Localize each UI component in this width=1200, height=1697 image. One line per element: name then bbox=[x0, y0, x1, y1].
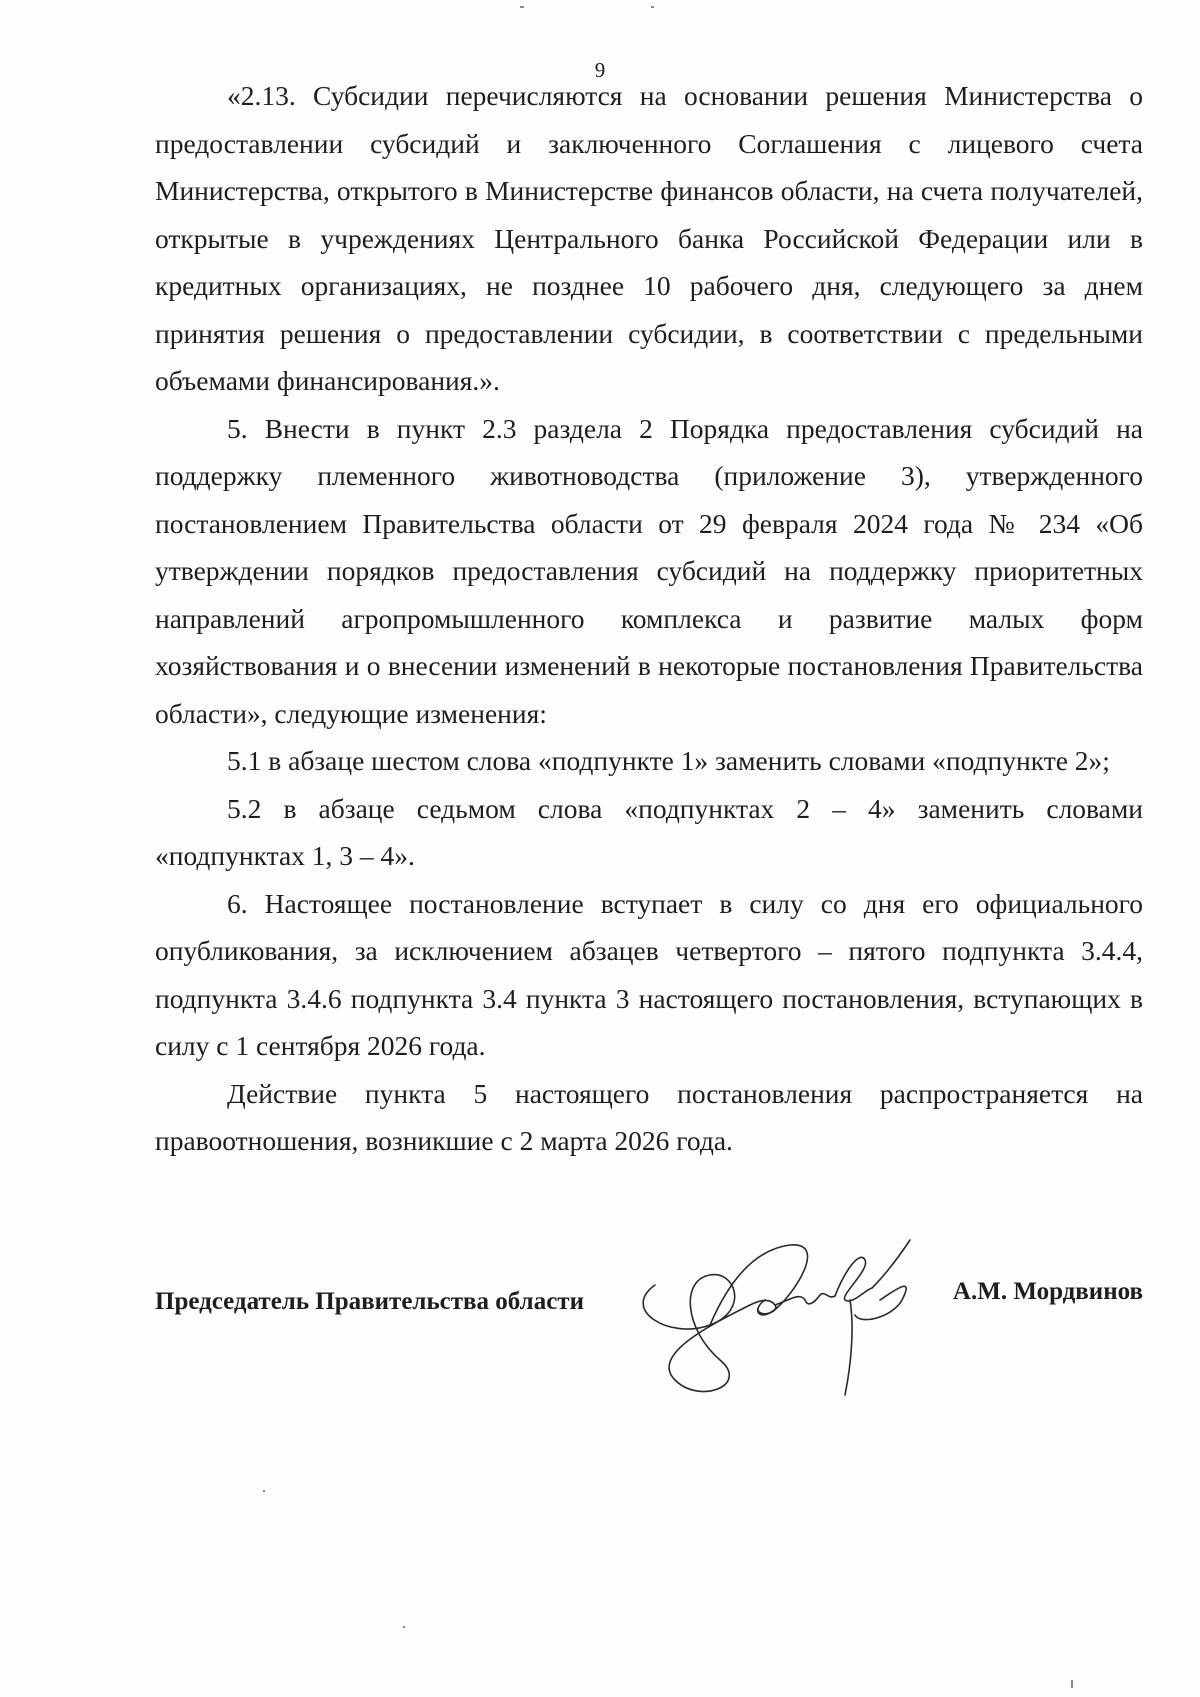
paragraph-5-1: 5.1 в абзаце шестом слова «подпункте 1» заменить словами «подпункте 2»; bbox=[227, 745, 1110, 776]
paragraph-2-13: «2.13. Субсидии перечисляются на основании решения Министерства о предоставлении субсидий и заключенного Соглашения с лицевого счета Министерства, открытого в Министерстве финансов области, на счета получателей, открытые в учреждениях Центрального банка Российской Федерации или в кредитных организациях, не позднее 10 рабочего дня, следующего за днем принятия решения о предоставлении субсидии, в соответствии с предельными объемами финансирования.». bbox=[155, 80, 1143, 396]
scan-speck-top bbox=[520, 6, 524, 8]
scan-speck-mid bbox=[263, 1490, 265, 1492]
paragraph-effect: Действие пункта 5 настоящего постановления распространяется на правоотношения, возникшие с 2 марта 2026 года. bbox=[155, 1077, 1143, 1156]
scan-speck-bottom-right bbox=[1071, 1680, 1073, 1688]
paragraph-5: 5. Внести в пункт 2.3 раздела 2 Порядка предоставления субсидий на поддержку племенного животноводства (приложение 3), утвержденного постановлением Правительства области от 29 февраля 2024 года № 234 «Об утверждении порядков предоставления субсидий на поддержку приоритетных направлений агропромышленного комплекса и развитие малых форм хозяйствования и о внесении изменений в некоторые постановления Правительства области», следующие изменения: bbox=[155, 412, 1143, 729]
paragraph-6: 6. Настоящее постановление вступает в силу со дня его официального опубликования, за исключением абзацев четвертого – пятого подпункта 3.4.4, подпункта 3.4.6 подпункта 3.4 пункта 3 настоящего постановления, вступающих в силу с 1 сентября 2026 года. bbox=[155, 887, 1143, 1061]
handwritten-signature bbox=[640, 1230, 960, 1420]
document-body bbox=[155, 72, 1143, 1165]
scan-speck-top-2 bbox=[651, 6, 654, 8]
scan-speck-bottom bbox=[403, 1626, 405, 1628]
signatory-name: А.М. Мордвинов bbox=[952, 1278, 1143, 1305]
page-number: 9 bbox=[594, 58, 606, 82]
signatory-title: Председатель Правительства области bbox=[155, 1288, 584, 1315]
paragraph-5-2: 5.2 в абзаце седьмом слова «подпунктах 2 – 4» заменить словами «подпунктах 1, 3 – 4». bbox=[155, 792, 1143, 871]
